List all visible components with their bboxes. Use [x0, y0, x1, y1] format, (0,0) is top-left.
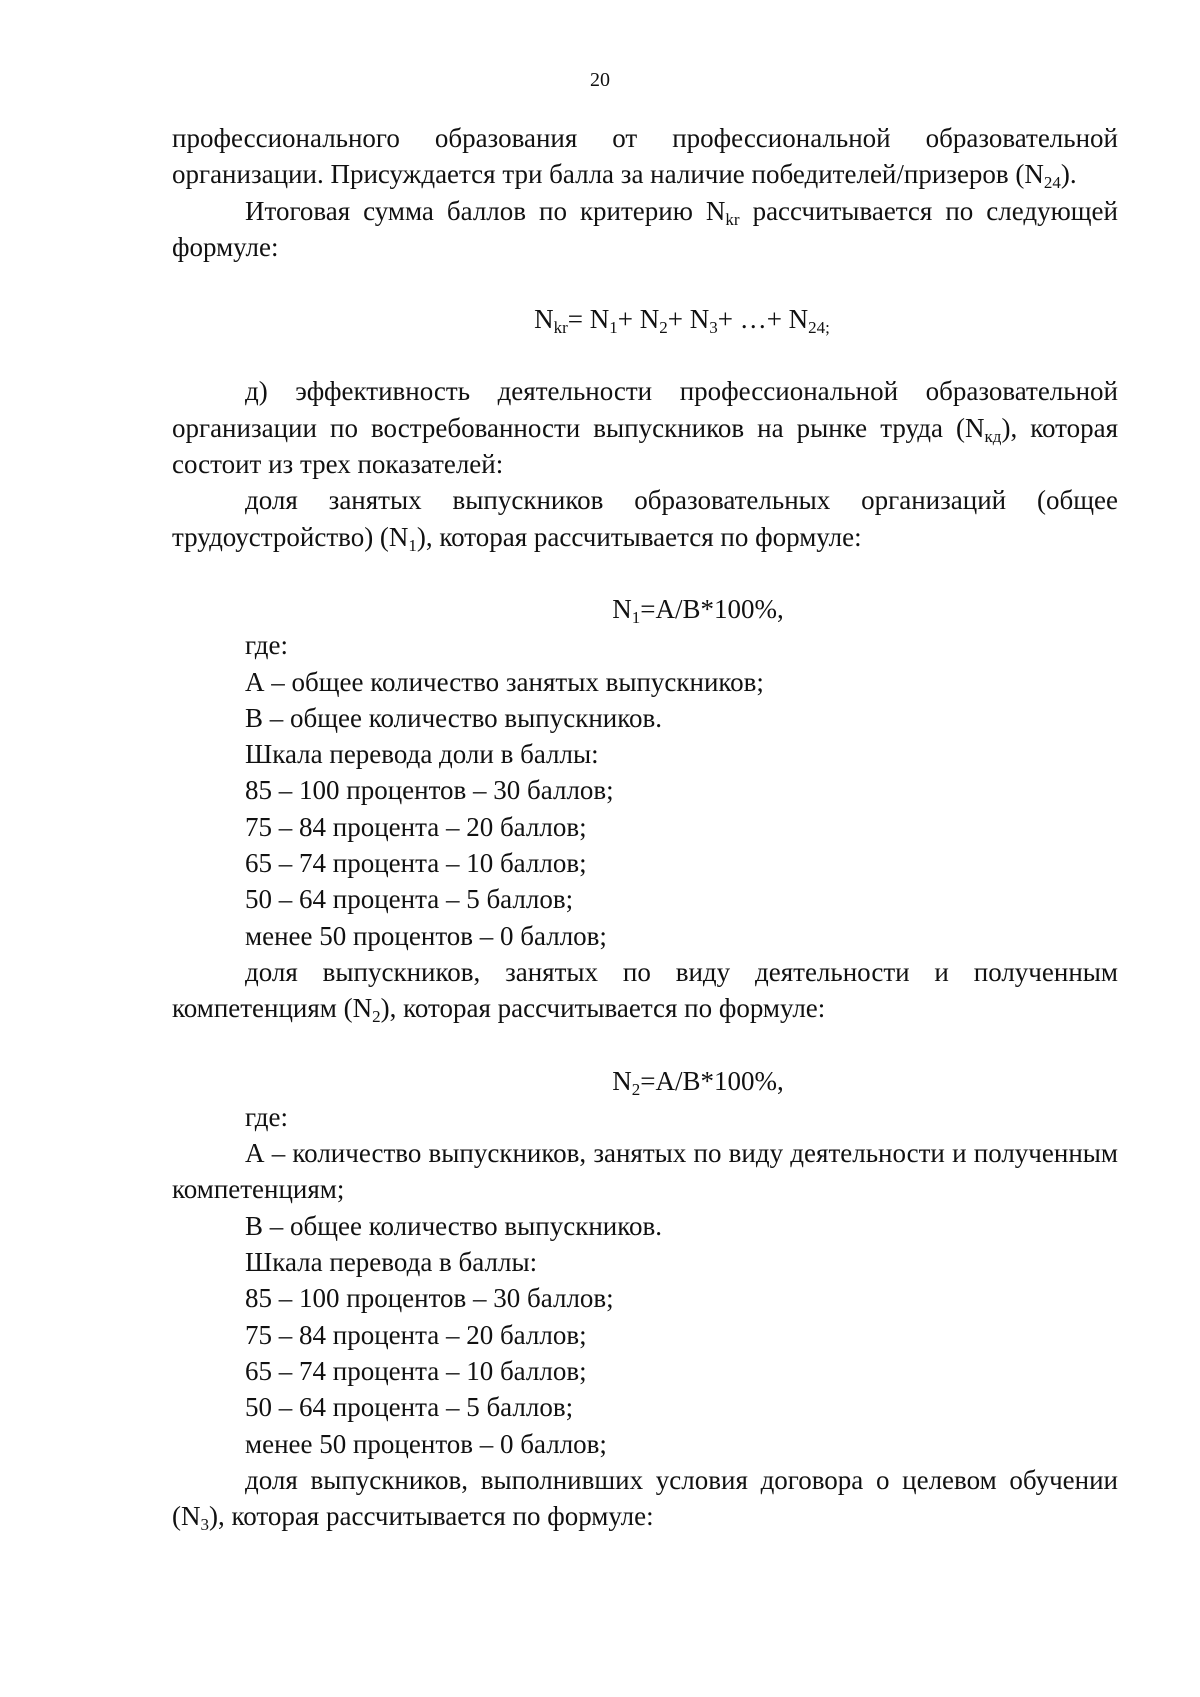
page-number: 20	[590, 69, 610, 91]
paragraph-total-score	[172, 193, 1118, 266]
paragraph-text: профессионального образования от профессиональной образовательной организации. Присуждается три балла за наличие победителей/призеров (N	[172, 123, 1118, 190]
definition-a: А – общее количество занятых выпускников;	[245, 666, 764, 697]
where-label: где:	[245, 630, 288, 661]
formula-n2	[172, 1063, 1118, 1099]
definition-b: В – общее количество выпускников.	[245, 702, 662, 733]
paragraph-text: доля выпускников, занятых по виду деятельности и полученным компетенциям (N	[172, 956, 1118, 1024]
formula-text: N	[612, 593, 632, 624]
subscript: 2	[659, 318, 668, 338]
subscript: кд	[984, 426, 1002, 446]
formula-nkg	[172, 301, 1118, 337]
scale-item: 85 – 100 процентов – 30 баллов;	[245, 1283, 614, 1314]
formula-text: + …+ N	[717, 304, 809, 335]
paragraph-text: доля занятых выпускников образовательных организаций (общее трудоустройство) (N	[172, 485, 1118, 552]
scale-title: Шкала перевода в баллы:	[245, 1247, 538, 1278]
subscript: 24;	[808, 318, 830, 338]
scale-item: 65 – 74 процента – 10 баллов;	[245, 1355, 587, 1386]
scale-item: менее 50 процентов – 0 баллов;	[245, 920, 607, 951]
scale-item: 75 – 84 процента – 20 баллов;	[245, 1319, 587, 1350]
paragraph-continuation	[172, 120, 1118, 193]
subscript: 24	[1043, 173, 1061, 193]
paragraph-text: ), которая состоит из трех показателей:	[172, 412, 1118, 480]
scale-item: 75 – 84 процента – 20 баллов;	[245, 811, 587, 842]
subscript: 3	[200, 1515, 209, 1535]
formula-text: + N	[667, 304, 710, 335]
subscript: kr	[553, 318, 568, 338]
document-body	[172, 120, 1118, 1534]
subscript: 1	[408, 535, 417, 555]
paragraph-text: доля выпускников, выполнивших условия договора о целевом обучении (N	[172, 1464, 1118, 1532]
scale-item: 50 – 64 процента – 5 баллов;	[245, 884, 574, 915]
scale-item: менее 50 процентов – 0 баллов;	[245, 1428, 607, 1459]
paragraph-text: рассчитывается по следующей формуле:	[172, 195, 1118, 262]
definition-b: В – общее количество выпускников.	[245, 1210, 662, 1241]
paragraph-text: ).	[1060, 159, 1077, 190]
formula-text: N	[534, 304, 554, 335]
paragraph-text: д) эффективность деятельности профессиональной образовательной организации по востребованности выпускников на рынке труда (N	[172, 376, 1118, 443]
formula-text: + N	[617, 304, 660, 335]
scale-item: 85 – 100 процентов – 30 баллов;	[245, 775, 614, 806]
paragraph-targeted-training-share	[172, 1462, 1118, 1535]
scale-item: 50 – 64 процента – 5 баллов;	[245, 1392, 574, 1423]
subscript: kr	[725, 209, 740, 229]
formula-text: =A/B*100%,	[640, 1065, 784, 1096]
paragraph-text: ), которая рассчитывается по формуле:	[209, 1501, 654, 1532]
paragraph-text: ), которая рассчитывается по формуле:	[380, 993, 826, 1024]
subscript: 2	[372, 1007, 381, 1027]
definition-a: А – количество выпускников, занятых по виду деятельности и полученным компетенциям;	[172, 1138, 1118, 1205]
where-label: где:	[245, 1101, 288, 1132]
scale-item: 65 – 74 процента – 10 баллов;	[245, 848, 587, 879]
paragraph-text: ), которая рассчитывается по формуле:	[416, 521, 862, 552]
subscript: 3	[709, 318, 718, 338]
subscript: 2	[631, 1079, 641, 1099]
scale-title: Шкала перевода доли в баллы:	[245, 739, 599, 770]
subscript: 1	[631, 607, 641, 627]
paragraph-competency-share	[172, 954, 1118, 1027]
formula-text: =A/B*100%,	[640, 593, 784, 624]
formula-text: N	[612, 1065, 632, 1096]
paragraph-efficiency	[172, 373, 1118, 482]
formula-n1	[172, 591, 1118, 627]
paragraph-text: Итоговая сумма баллов по критерию N	[245, 195, 726, 226]
subscript: 1	[609, 318, 618, 338]
paragraph-employed-share	[172, 482, 1118, 555]
formula-text: = N	[567, 304, 610, 335]
